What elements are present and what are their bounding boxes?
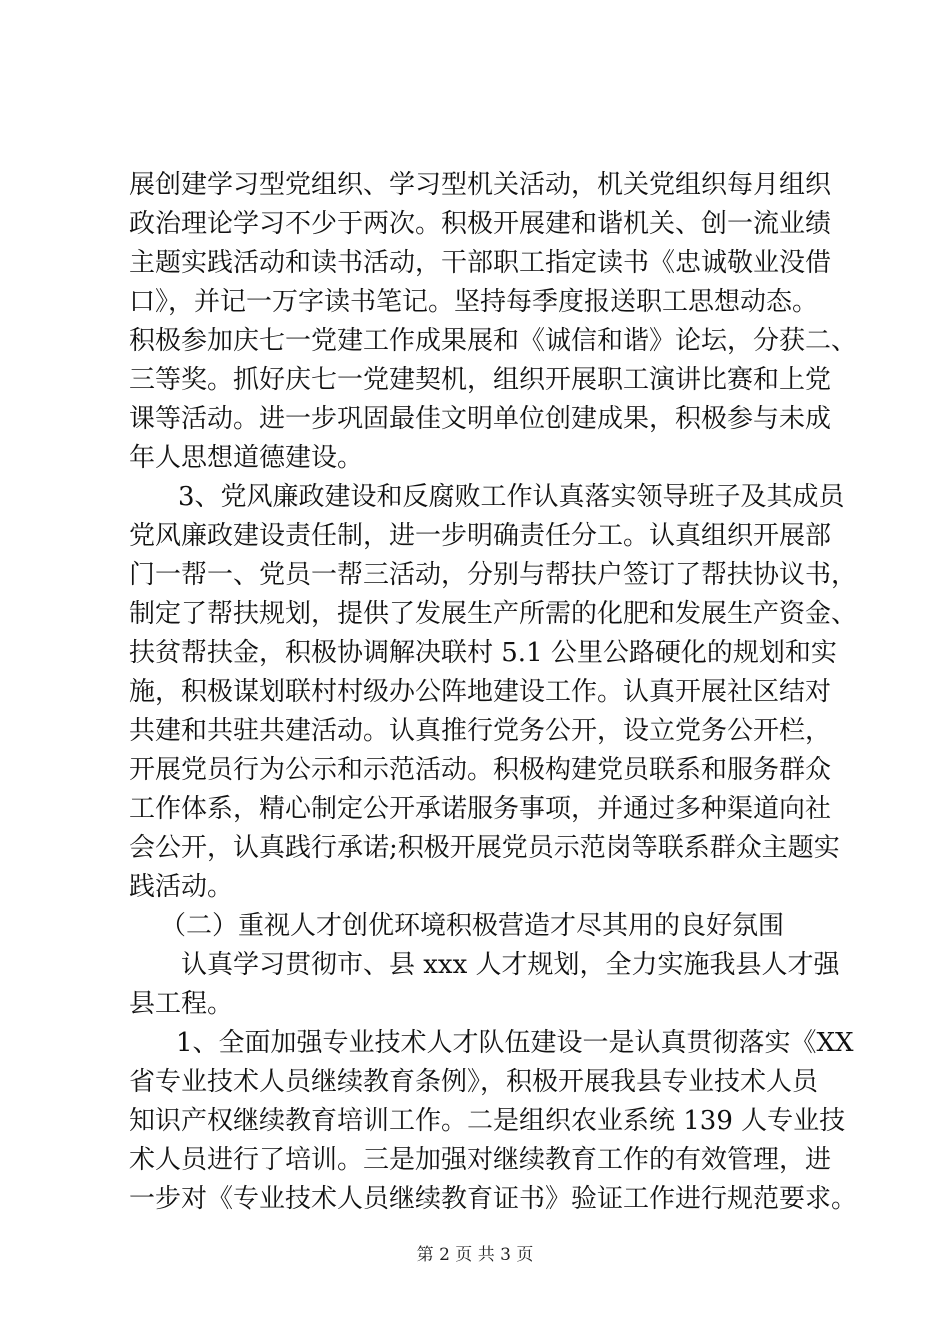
text-line: 年人思想道德建设。 (129, 443, 364, 473)
text-line: 践活动。 (129, 872, 234, 902)
text-line: 口》，并记一万字读书笔记。坚持每季度报送职工思想动态。 (129, 287, 819, 317)
text-line: 知识产权继续教育培训工作。二是组织农业系统 139 人专业技 (129, 1106, 846, 1136)
text-line: 主题实践活动和读书活动，干部职工指定读书《忠诚敬业没借 (129, 248, 832, 278)
text-line: 课等活动。进一步巩固最佳文明单位创建成果，积极参与未成 (129, 404, 832, 434)
section-heading: （二）重视人才创优环境积极营造才尽其用的良好氛围 (160, 911, 785, 941)
paragraph-start: 认真学习贯彻市、县 xxx 人才规划，全力实施我县人才强 (181, 950, 840, 980)
text-line: 省专业技术人员继续教育条例》，积极开展我县专业技术人员 (129, 1067, 819, 1097)
text-line: 三等奖。抓好庆七一党建契机，组织开展职工演讲比赛和上党 (129, 365, 832, 395)
text-line: 积极参加庆七一党建工作成果展和《诚信和谐》论坛，分获二、 (129, 326, 858, 356)
text-line: 扶贫帮扶金，积极协调解决联村 5.1 公里公路硬化的规划和实 (129, 638, 837, 668)
text-line: 会公开，认真践行承诺;积极开展党员示范岗等联系群众主题实 (129, 833, 840, 863)
text-line: 党风廉政建设责任制，进一步明确责任分工。认真组织开展部 (129, 521, 832, 551)
text-line: 制定了帮扶规划，提供了发展生产所需的化肥和发展生产资金、 (129, 599, 858, 629)
text-line: 开展党员行为公示和示范活动。积极构建党员联系和服务群众 (129, 755, 832, 785)
text-line: 展创建学习型党组织、学习型机关活动，机关党组织每月组织 (129, 170, 832, 200)
text-line: 一步对《专业技术人员继续教育证书》验证工作进行规范要求。 (129, 1184, 858, 1214)
text-line: 工作体系，精心制定公开承诺服务事项，并通过多种渠道向社 (129, 794, 832, 824)
text-line: 施，积极谋划联村村级办公阵地建设工作。认真开展社区结对 (129, 677, 832, 707)
text-line: 县工程。 (129, 989, 234, 1019)
page-footer: 第 2 页 共 3 页 (416, 1245, 534, 1265)
text-line: 门一帮一、党员一帮三活动，分别与帮扶户签订了帮扶协议书， (129, 560, 858, 590)
text-line: 术人员进行了培训。三是加强对继续教育工作的有效管理，进 (129, 1145, 832, 1175)
paragraph-start: 1、全面加强专业技术人才队伍建设一是认真贯彻落实《XX (176, 1028, 854, 1058)
paragraph-start: 3、党风廉政建设和反腐败工作认真落实领导班子及其成员 (178, 482, 845, 512)
text-line: 共建和共驻共建活动。认真推行党务公开，设立党务公开栏， (129, 716, 832, 746)
text-line: 政治理论学习不少于两次。积极开展建和谐机关、创一流业绩 (129, 209, 832, 239)
